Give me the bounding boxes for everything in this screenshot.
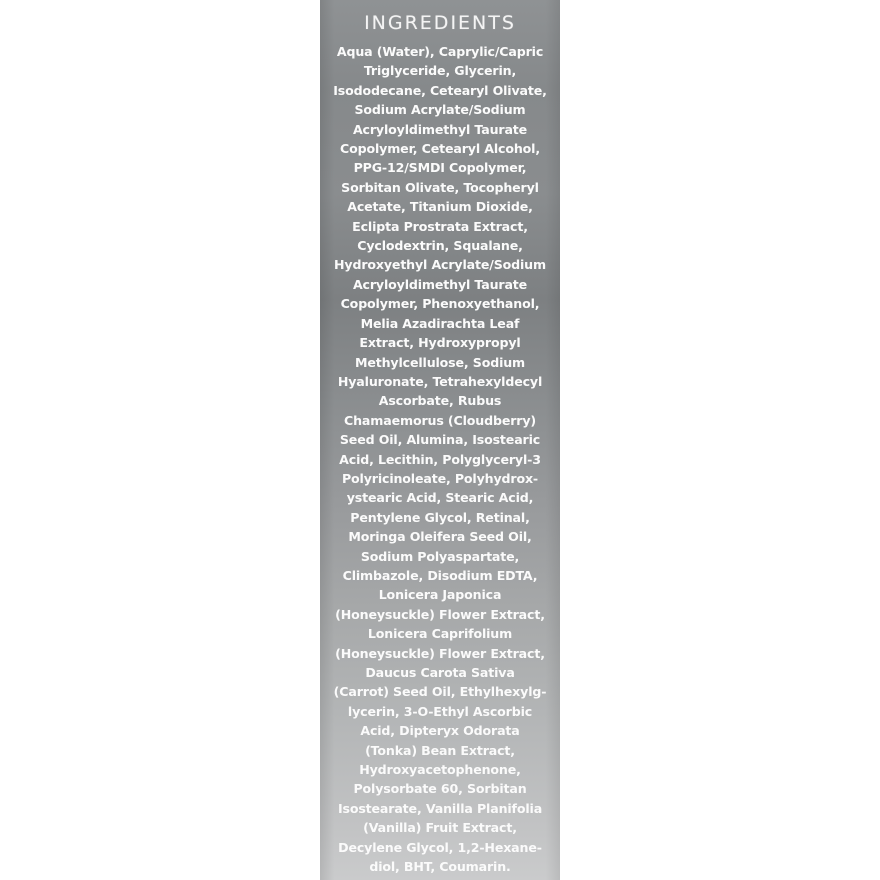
ingredient-line: Acryloyldimethyl Taurate bbox=[352, 121, 528, 137]
ingredient-line: lycerin, 3-O-Ethyl Ascorbic bbox=[347, 703, 533, 719]
ingredient-line: Moringa Oleifera Seed Oil, bbox=[348, 529, 532, 545]
ingredient-line: Climbazole, Disodium EDTA, bbox=[342, 567, 538, 583]
ingredients-list bbox=[324, 42, 556, 876]
ingredient-line: Ascorbate, Rubus bbox=[378, 393, 502, 409]
ingredient-line: Aqua (Water), Caprylic/Capric bbox=[336, 44, 544, 59]
ingredient-line: Hyaluronate, Tetrahexyldecyl bbox=[337, 373, 543, 389]
ingredient-line: Cyclodextrin, Squalane, bbox=[357, 238, 523, 254]
ingredient-line: Acryloyldimethyl Taurate bbox=[352, 276, 528, 292]
ingredient-line: Hydroxyethyl Acrylate/Sodium bbox=[334, 257, 546, 273]
ingredient-line: Daucus Carota Sativa bbox=[365, 665, 515, 680]
ingredient-line: Sodium Acrylate/Sodium bbox=[354, 102, 526, 118]
ingredient-line: Isostearate, Vanilla Planifolia bbox=[337, 800, 543, 816]
ingredient-line: Copolymer, Cetearyl Alcohol, bbox=[340, 141, 540, 157]
ingredient-line: Acetate, Titanium Dioxide, bbox=[347, 199, 533, 215]
ingredients-heading: INGREDIENTS bbox=[364, 12, 516, 34]
ingredient-line: Chamaemorus (Cloudberry) bbox=[344, 412, 536, 428]
ingredient-line: (Vanilla) Fruit Extract, bbox=[363, 820, 517, 836]
ingredient-line: Decylene Glycol, 1,2-Hexane- bbox=[338, 839, 542, 855]
ingredient-line: Methylcellulose, Sodium bbox=[354, 354, 526, 370]
ingredient-line: Acid, Lecithin, Polyglyceryl-3 bbox=[339, 451, 541, 467]
ingredient-line: Sorbitan Olivate, Tocopheryl bbox=[341, 179, 539, 195]
ingredient-line: (Carrot) Seed Oil, Ethylhexylg- bbox=[333, 684, 547, 700]
ingredient-line: Seed Oil, Alumina, Isostearic bbox=[339, 432, 541, 448]
ingredient-line: Extract, Hydroxypropyl bbox=[359, 335, 521, 351]
ingredient-line: Hydroxyacetophenone, bbox=[359, 762, 521, 778]
ingredient-line: Lonicera Caprifolium bbox=[367, 626, 513, 642]
ingredients-label-panel bbox=[320, 0, 560, 880]
ingredient-line: Isododecane, Cetearyl Olivate, bbox=[333, 82, 547, 98]
ingredient-line: Copolymer, Phenoxyethanol, bbox=[340, 296, 540, 312]
ingredient-line: diol, BHT, Coumarin. bbox=[369, 859, 511, 875]
ingredient-line: Lonicera Japonica bbox=[378, 587, 502, 603]
ingredient-line: Polyricinoleate, Polyhydrox- bbox=[341, 470, 539, 486]
ingredient-line: (Tonka) Bean Extract, bbox=[365, 742, 515, 758]
ingredient-line: Eclipta Prostrata Extract, bbox=[352, 218, 528, 234]
ingredient-line: Pentylene Glycol, Retinal, bbox=[350, 509, 530, 525]
ingredient-line: Triglyceride, Glycerin, bbox=[363, 63, 517, 79]
ingredient-line: (Honeysuckle) Flower Extract, bbox=[335, 606, 545, 622]
ingredient-line: Sodium Polyaspartate, bbox=[360, 548, 520, 564]
ingredient-line: Acid, Dipteryx Odorata bbox=[360, 723, 520, 739]
ingredient-line: Polysorbate 60, Sorbitan bbox=[353, 781, 527, 797]
ingredient-line: PPG-12/SMDI Copolymer, bbox=[353, 160, 527, 176]
ingredient-line: ystearic Acid, Stearic Acid, bbox=[346, 490, 534, 506]
ingredient-line: (Honeysuckle) Flower Extract, bbox=[335, 645, 545, 661]
ingredient-line: Melia Azadirachta Leaf bbox=[360, 315, 520, 331]
